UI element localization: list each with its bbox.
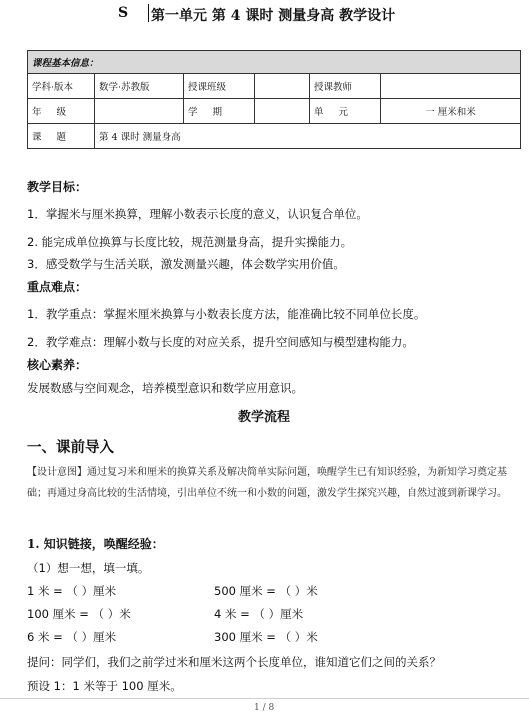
subheading-knowledge-link: 1. 知识链接，唤醒经验：: [27, 537, 164, 551]
fill-item: 6 米 = （ ）厘米: [27, 630, 117, 644]
cell-subject-label: 学科·版本: [28, 74, 95, 99]
fill-item: 4 米 = （ ）厘米: [214, 607, 304, 621]
document-title: 第一单元 第 4 课时 测量身高 教学设计: [151, 8, 396, 24]
cell-teacher-value: [381, 74, 521, 99]
literacy-text: 发展数感与空间观念，培养模型意识和数学应用意识。: [27, 381, 303, 395]
objective-item-3: 3．感受数学与生活关联，激发测量兴趣，体会数学实用价值。: [27, 257, 345, 271]
cell-unit-value: 一 厘米和米: [381, 99, 521, 124]
cell-subject-value: 数学·苏教版: [95, 74, 184, 99]
cell-topic-label: 课 题: [28, 124, 95, 149]
fill-item: 1 米 = （ ）厘米: [27, 584, 117, 598]
question-text: 提问：同学们，我们之前学过米和厘米这两个长度单位，谁知道它们之间的关系？: [27, 655, 441, 669]
literacy-heading: 核心素养：: [27, 358, 88, 372]
cell-teacher-label: 授课教师: [310, 74, 381, 99]
fill-item: 300 厘米 = （ ）米: [214, 630, 318, 644]
cell-unit-label: 单 元: [310, 99, 381, 124]
document-marker: S: [118, 5, 129, 21]
objective-item-1: 1．掌握米与厘米换算，理解小数表示长度的意义，认识复合单位。: [27, 207, 368, 221]
fill-item: 100 厘米 = （ ）米: [27, 607, 131, 621]
cell-grade-label: 年 级: [28, 99, 95, 124]
section-title: 一、课前导入: [27, 440, 114, 456]
design-intent-note: 【设计意图】通过复习米和厘米的换算关系及解决简单实际问题，唤醒学生已有知识经验，为新知学习奠定基础；再通过身高比较的生活情境，引出单位不统一和小数的问题，激发学生探究兴趣，自然过渡到新课学习。: [27, 467, 507, 499]
course-info-heading: 课程基本信息：: [28, 51, 521, 74]
cell-grade-value: [95, 99, 184, 124]
keypoints-heading: 重点难点：: [27, 280, 88, 294]
text-cursor: [148, 4, 149, 22]
flow-title: 教学流程: [238, 410, 291, 425]
keypoint-item-1: 1．教学重点：掌握米厘米换算与小数表长度方法，能准确比较不同单位长度。: [27, 307, 426, 321]
cell-term-value: [255, 99, 310, 124]
objective-item-2: 2. 能完成单位换算与长度比较，规范测量身高，提升实操能力。: [27, 235, 353, 249]
fill-item: 500 厘米 = （ ）米: [214, 584, 318, 598]
hypothesis-text: 预设 1：1 米等于 100 厘米。: [27, 679, 182, 693]
footer-divider: [0, 698, 529, 699]
keypoint-item-2: 2．教学难点：理解小数与长度的对应关系，提升空间感知与模型建构能力。: [27, 335, 414, 349]
fill-prompt: （1）想一想，填一填。: [27, 561, 150, 575]
cell-class-value: [255, 74, 310, 99]
page-number: 1 / 8: [254, 703, 275, 713]
course-info-table: [27, 50, 521, 149]
cell-term-label: 学 期: [184, 99, 255, 124]
cell-class-label: 授课班级: [184, 74, 255, 99]
objectives-heading: 教学目标：: [27, 180, 88, 194]
cell-topic-value: 第 4 课时 测量身高: [95, 124, 521, 149]
